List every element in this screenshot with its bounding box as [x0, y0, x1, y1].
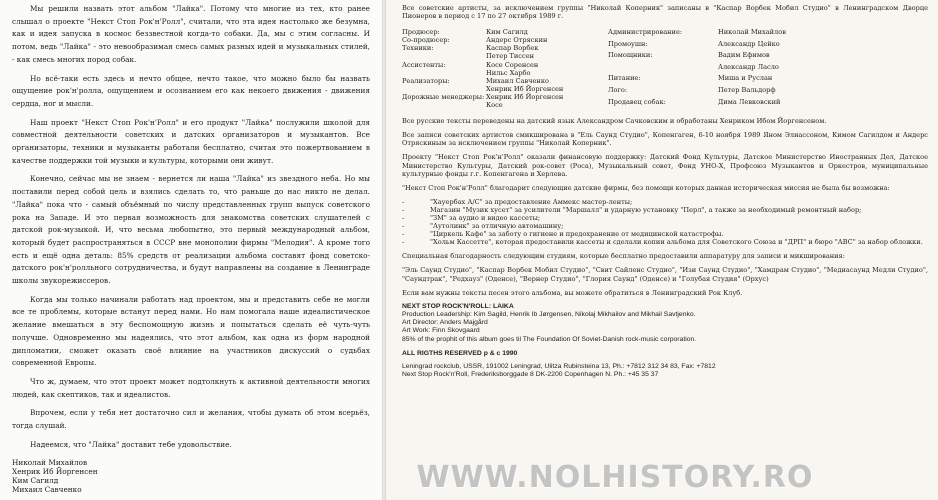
right-body-text: [402, 117, 928, 192]
signature-name: Михаил Савченко: [12, 485, 82, 495]
credit-role: Промоушн:: [608, 39, 648, 48]
left-paragraph: Что ж, думаем, что этот проект может подтолкнуть к активной деятельности многих людей, как скептиков, так и идеалистов.: [12, 376, 370, 399]
credit-name: Хенрик Иб Йоргенсен: [486, 92, 564, 101]
signature-name: Ким Сагилд: [12, 475, 59, 485]
sponsor-item: [402, 198, 928, 206]
left-page: [0, 0, 382, 500]
credit-role: Со-продюсер:: [402, 36, 450, 45]
bullet-dash: -: [402, 222, 405, 231]
credit-name: Николай Михайлов: [718, 28, 786, 37]
sponsor-text: Магазин "Музик хусет" за усилители "Маршалл" и ударную установку "Перл", а также за необходимый ремонтный набор;: [430, 205, 862, 214]
credit-role: Дорожные менеджеры:: [402, 92, 485, 101]
credit-role: [608, 63, 718, 75]
sponsor-item: [402, 230, 928, 238]
credit-name: Нильс Харбо: [486, 68, 531, 77]
credit-role: [402, 69, 486, 77]
credit-name: Каспар Ворбек: [486, 44, 539, 53]
credit-role: Администрирование:: [608, 28, 683, 37]
right-page: [386, 0, 938, 500]
sponsor-item: [402, 238, 928, 246]
bullet-dash: -: [402, 197, 405, 206]
english-heading: NEXT STOP ROCK'N'ROLL: LAIKA: [402, 302, 514, 310]
english-line: Art Director: Anders Majgård: [402, 319, 488, 327]
credit-name: Александр Ласло: [718, 62, 779, 71]
credit-role: Техники:: [402, 44, 434, 53]
credit-name: Петер Тиссен: [486, 52, 534, 61]
credit-name: Косе: [486, 101, 503, 110]
sponsor-text: "Хольм Кассетте", которая предоставили кассеты и сделали копии альбома для Советского Союза и "ДРП" и бюро "АВС" за набор обложки.: [430, 238, 923, 247]
address-line: Leningrad rockclub, USSR, 191002 Leningrad, Ulitza Rubinsteina 13, Ph.: +7812 312 34 83, Fax: +7812: [402, 362, 716, 370]
thanks-text: [402, 252, 928, 296]
addresses: [402, 363, 928, 379]
sponsor-item: [402, 206, 928, 214]
left-paragraph: Когда мы только начинали работать над проектом, мы и представить себе не могли все те проблемы, которые встанут перед нами. Но нам помогала наше идеалистическое желание вмешаться в эту беспомощную жизнь и попытаться сделать её чуть-чуть получше. Одновременно мы надеялись, что этот альбом, как одна из форм народной дипломатии, сможет оказать своё влияние на участников дискуссий о судьбах современной Европы.: [12, 294, 370, 368]
thanks-paragraph: "Эль Саунд Студио", "Каспар Ворбек Мобил Студио", "Свит Сайленс Студио", "Изи Саунд Студио", "Хамдрам Студио", "Медиасаунд Медли Студио", "Саундтрак", "Редхауз" (Оденсе), "Вернер Студио", "Глория Саунд" (Оденсе) и "Голубая Студия" (Орхус): [402, 266, 928, 283]
signature-name: Николай Михайлов: [12, 457, 88, 467]
sponsor-text: "ЗМ" за аудио и видео кассеты;: [430, 213, 541, 222]
credit-name: Андерс Отряскин: [486, 36, 548, 45]
signature-name: Хенрик Иб Йоргенсен: [12, 466, 98, 476]
left-paragraph: Но всё-таки есть здесь и нечто общее, нечто такое, что можно было бы назвать ощущение рок'н'ролла, ощущением и осознанием его как некоего движения - движения сердца, ног и мысли.: [12, 73, 370, 108]
credit-role: Помощники:: [608, 51, 653, 60]
left-paragraph: Наш проект "Некст Стоп Рок'н'Ролл" и его продукт "Лайка" послужили школой для совместной деятельности советских и датских организаторов и музыкантов. Все организаторы, техники и музыканты работали бесплатно, считая это пожертвованием в качестве поддержки той музыки и культуры, которыми они живут.: [12, 117, 370, 165]
english-line: 85% of the prophit of this album goes til The Foundation Of Soviet-Danish rock-music corporation.: [402, 335, 697, 343]
left-paragraph: Мы решили назвать этот альбом "Лайка". Потому что многие из тех, кто ранее слышал о проекте "Некст Стоп Рок'н'Ролл", считали, что эта идея настолько же безумна, как и идея запуска в космос беззвестной когда-то собаки. Да, мы с этим согласны. И потом, ведь "Лайка" - это невообразимая смесь самых разных идей и музыкальных стилей, - как смесь многих пород собак.: [12, 4, 370, 64]
credit-name: Михаил Савченко: [486, 76, 549, 85]
credit-role: Продавец собак:: [608, 97, 666, 106]
left-paragraph: Впрочем, если у тебя нет достаточно сил и желания, чтобы думать об этом всерьёз, тогда слушай.: [12, 408, 370, 431]
left-body-text: [12, 3, 370, 452]
credit-role: Продюсер:: [402, 28, 440, 37]
sponsor-list: [402, 198, 928, 247]
bullet-dash: -: [402, 205, 405, 214]
bullet-dash: -: [402, 213, 405, 222]
credit-name: Ким Сагилд: [486, 28, 528, 37]
credit-name: Александр Цейко: [718, 39, 780, 48]
watermark: WWW.NOLHISTORY.RO: [416, 460, 814, 495]
right-paragraph: Все записи советских артистов смикширована в "Ель Саунд Студио", Копенгаген, 6-10 ноября 1989 Яном Элиассоном, Кимом Сагилдом и Андерс Отряскиным за исключением группы "Николай Коперник".: [402, 131, 928, 148]
credit-role: [402, 85, 486, 93]
credits-block: [402, 28, 928, 109]
credit-role: [402, 101, 486, 109]
credit-name: Хенрик Иб Йоргенсен: [486, 84, 564, 93]
right-paragraph: "Некст Стоп Рок'н'Ролл" благодарит следующие датские фирмы, без помощи которых данная историческая миссия не была бы возможна:: [402, 183, 890, 192]
address-line: Next Stop Rock'n'Roll, Frederiksborggade 8 DK-2200 Copenhagen N. Ph.: +45 35 37: [402, 371, 659, 379]
sponsor-text: "Хауербах А/С" за предоставление Аммекс мастер-ленты;: [430, 197, 633, 206]
english-line: Art Work: Finn Skovgaard: [402, 327, 480, 335]
english-credits: [402, 303, 928, 344]
credit-name: Петер Вальдорф: [718, 86, 776, 94]
right-paragraph: Все русские тексты переведены на датский язык Александром Сачковским и обработаны Хенриком Ибом Йоргенсеном.: [402, 117, 827, 126]
credit-role: Лого:: [608, 86, 628, 94]
right-paragraph: Проекту "Некст Стоп Рок'н'Ролл" оказали финансовую поддержку: Датский Фонд Культуры, Датское Министерство Иностранных Дел, Датское Министерство Культуры, Датский рок-совет (Роса), Музыкальный совет, Фонд УНО-Х, Профсоюз Музыкантов и Оркестров, муниципальные культурные фонды г.г. Копенгагена и Херлева.: [402, 153, 928, 178]
bullet-dash: -: [402, 230, 405, 239]
thanks-paragraph: Если вам нужны тексты песен этого альбома, вы можете обратиться в Ленинградский Рок Клуб.: [402, 288, 743, 297]
thanks-paragraph: Специальная благодарность следующим студиям, которые бесплатно предоставили аппаратуру для записи и микширования:: [402, 252, 845, 261]
recording-intro: Все советские артисты, за исключением группы "Николай Коперник" записаны в "Каспар Ворбек Мобил Студио" в Ленинградском Дворце Пионеров в период с 17 по 27 октября 1989 г.: [402, 4, 928, 21]
left-paragraph: Надеемся, что "Лайка" доставит тебе удовольствие.: [30, 439, 232, 449]
bullet-dash: -: [402, 238, 405, 247]
credit-role: Реализаторы:: [402, 76, 450, 85]
left-paragraph: Конечно, сейчас мы не знаем - вернется ли наша "Лайка" из звездного неба. Но мы поставили перед собой цель и взялись сделать то, что раньше до нас никто не делал. "Лайка" пока что - самый объёмный по числу представленных групп выпуск советского рока на Западе. И это первая возможность для знакомства советских слушателей с датской рок-музыкой. И, что весьма любопытно, это первый международный альбом, который будет распространяться в СССР вне монополии фирмы "Мелодия". А кроме того есть и ещё одна деталь: 85% средств от реализации альбома составят фонд советско-датского рок'н'ролльного сотрудничества, и будут направлены на создание в Ленинграде школы звукорежиссеров.: [12, 174, 370, 286]
credit-name: Дима Левковский: [718, 97, 781, 106]
credits-right-column: [608, 28, 828, 109]
rights-line: ALL RIGTHS RESERVED p & c 1990: [402, 349, 518, 357]
sponsor-text: "Аутолинк" за отличную автомашину;: [430, 222, 564, 231]
credit-role: [402, 52, 486, 60]
credit-name: Косе Соренсен: [486, 60, 539, 69]
credit-role: Ассистенты:: [402, 60, 446, 69]
sponsor-item: [402, 222, 928, 230]
credits-left-column: [402, 28, 594, 109]
sponsor-item: [402, 214, 928, 222]
sponsor-text: "Циркель Кафе" за заботу о гигиене и предохранение от медицинской катастрофы.: [430, 230, 724, 239]
english-line: Production Leadership: Kim Sagild, Henrik Ib Jørgensen, Nikolaj Mikhailov and Mikhail Savtjenko.: [402, 310, 696, 318]
credit-role: Питание:: [608, 74, 641, 83]
credit-name: Миша и Руслан: [718, 74, 773, 83]
credit-name: Вадим Ефимов: [718, 51, 770, 60]
